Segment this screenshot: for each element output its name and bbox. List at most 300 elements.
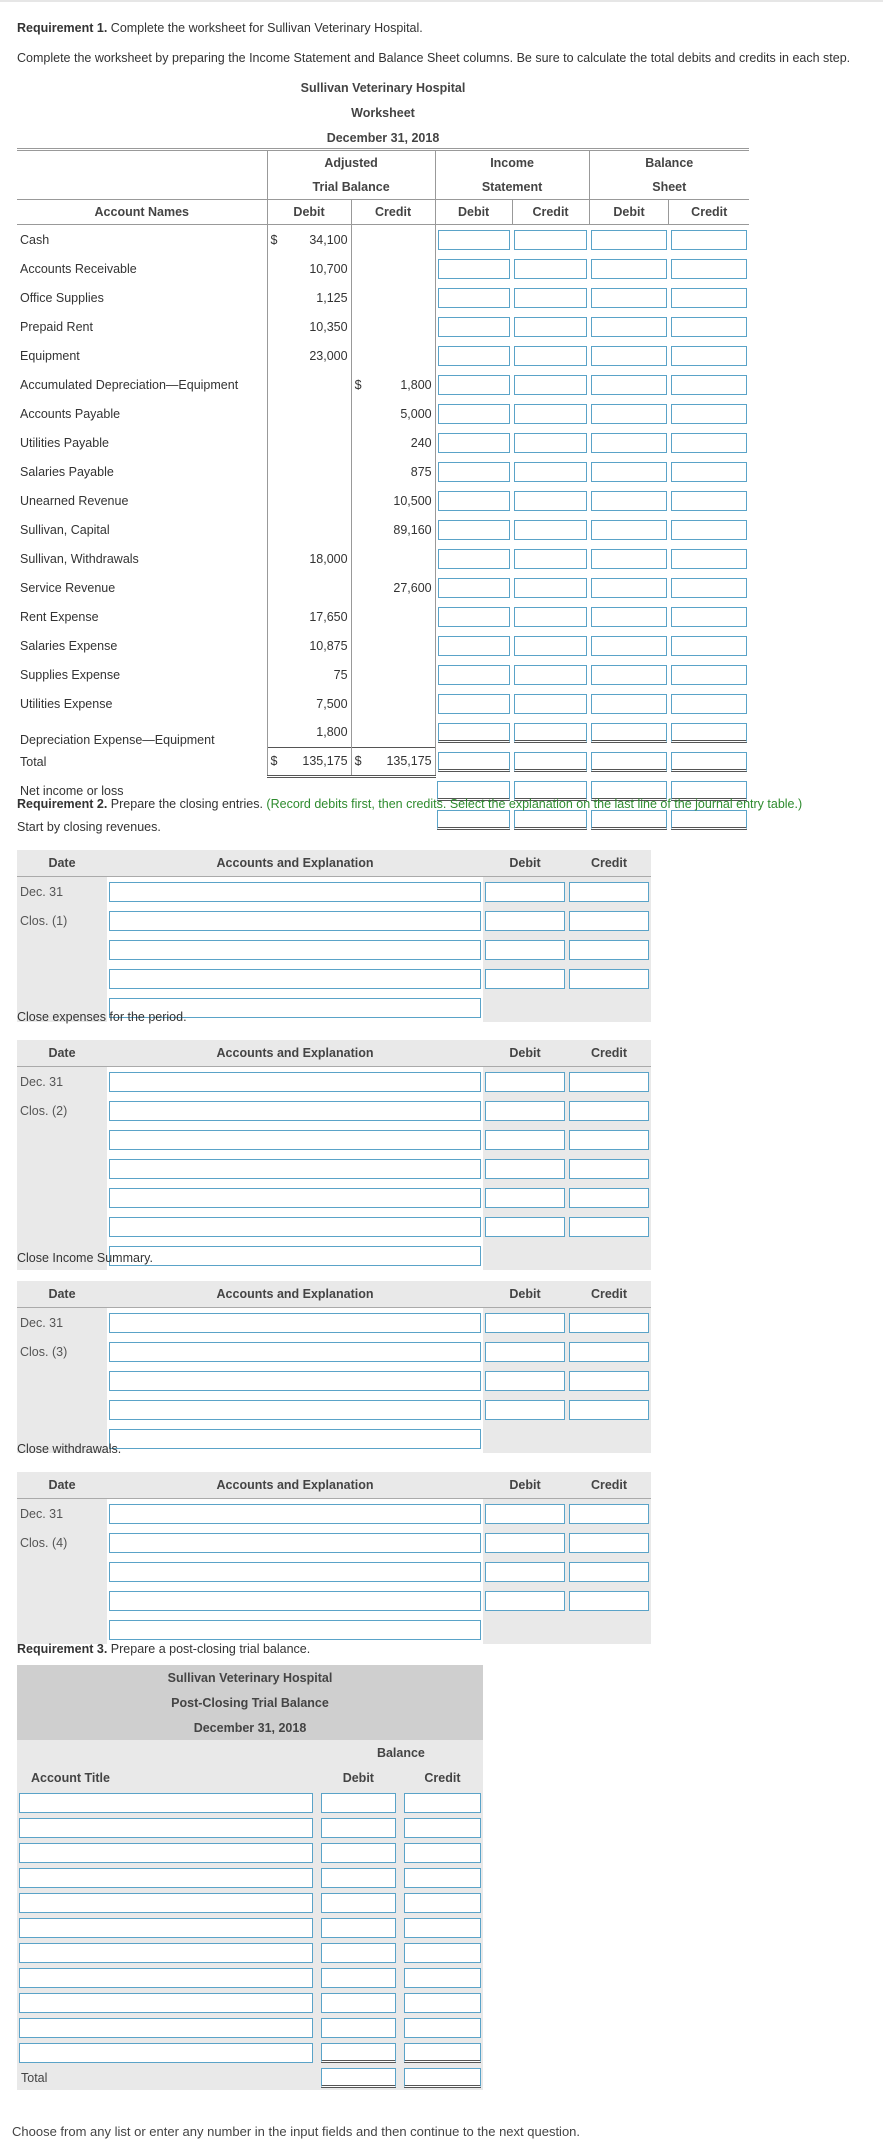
balance-credit-input[interactable] [671,723,747,743]
balance-debit-input[interactable] [591,491,667,511]
journal-debit-input[interactable] [485,969,565,989]
journal-line [17,1557,651,1586]
balance-debit-input-cell [589,544,669,573]
adjusted-debit-value: 10,875 [280,631,351,660]
journal-credit-input[interactable] [569,1533,649,1553]
worksheet-table [17,148,749,834]
income-credit-input-cell [512,225,589,255]
adjusted-credit-value: 10,500 [364,486,435,515]
journal-account-input[interactable] [109,882,481,902]
journal-debit-header: Debit [483,1281,567,1308]
adjusted-header-2: Trial Balance [267,175,435,200]
journal-date: Dec. 31 [17,1499,107,1529]
income-credit-input[interactable] [514,375,587,395]
worksheet-date: December 31, 2018 [326,131,440,145]
journal-date-header: Date [17,1472,107,1499]
journal-date-header: Date [17,1281,107,1308]
balance-debit-input[interactable] [591,404,667,424]
journal-intro: Close Income Summary. [17,1251,153,1265]
journal-credit-input[interactable] [569,1562,649,1582]
income-debit-input[interactable] [438,491,510,511]
journal-account-input[interactable] [109,1533,481,1553]
journal-account-input[interactable] [109,911,481,931]
balance-debit-input[interactable] [591,694,667,714]
adjusted-debit-value: 34,100 [280,225,351,255]
balance-debit-input-cell [589,225,669,255]
currency-symbol [267,689,280,718]
income-credit-input[interactable] [514,607,587,627]
post-closing-account-input[interactable] [19,1993,313,2013]
worksheet-row [17,573,749,602]
balance-credit-input[interactable] [671,607,747,627]
income-credit-input[interactable] [514,317,587,337]
journal-credit-input[interactable] [569,1130,649,1150]
journal-account-input[interactable] [109,1591,481,1611]
post-closing-row [17,1965,483,1990]
account-name: Office Supplies [20,290,104,305]
income-debit-input[interactable] [438,404,510,424]
income-debit-input-cell [435,370,512,399]
journal-intro: Close withdrawals. [17,1442,122,1456]
journal-credit-input[interactable] [569,1188,649,1208]
adjusted-credit-value: 875 [364,457,435,486]
post-closing-debit-input[interactable] [321,1843,396,1863]
post-closing-debit-input[interactable] [321,1868,396,1888]
journal-blank [17,935,107,964]
post-closing-row [17,1890,483,1915]
requirement-2 [17,797,802,811]
journal-credit-input[interactable] [569,1159,649,1179]
post-closing-credit-input[interactable] [404,1868,481,1888]
journal-line [17,1212,651,1241]
worksheet-row [17,718,749,747]
income-credit-input-cell [512,689,589,718]
balance-credit-input[interactable] [671,288,747,308]
journal-credit-input[interactable] [569,882,649,902]
balance-credit-input[interactable] [671,433,747,453]
post-closing-row [17,1990,483,2015]
income-credit-total[interactable] [514,752,587,772]
adjusted-debit-value [280,573,351,602]
journal-debit-input[interactable] [485,1313,565,1333]
post-closing-debit-input[interactable] [321,2043,396,2063]
post-closing-balance-header: Balance [319,1740,483,1765]
journal-credit-input[interactable] [569,940,649,960]
post-closing-account-input[interactable] [19,1868,313,1888]
journal-account-input[interactable] [109,1130,481,1150]
balance-debit-header: Debit [589,200,669,225]
worksheet-total-row [17,747,749,776]
adjusted-debit-value [280,370,351,399]
final-balance-credit[interactable] [671,810,747,830]
balance-debit-input[interactable] [591,723,667,743]
journal-debit-input[interactable] [485,1400,565,1420]
journal-debit-input[interactable] [485,1217,565,1237]
journal-table [17,1040,651,1270]
balance-credit-input[interactable] [671,462,747,482]
income-debit-input-cell [435,660,512,689]
currency-symbol [267,631,280,660]
post-closing-credit-input[interactable] [404,1943,481,1963]
income-credit-input[interactable] [514,549,587,569]
journal-debit-input[interactable] [485,1159,565,1179]
income-debit-input[interactable] [438,694,510,714]
adjusted-debit-value: 1,125 [280,283,351,312]
post-closing-credit-input[interactable] [404,2018,481,2038]
journal-credit-input[interactable] [569,1072,649,1092]
post-closing-account-input[interactable] [19,1943,313,1963]
journal-debit-input[interactable] [485,1591,565,1611]
worksheet-title: Worksheet [351,106,415,120]
post-closing-credit-input[interactable] [404,1818,481,1838]
journal-credit-input[interactable] [569,1371,649,1391]
worksheet-company: Sullivan Veterinary Hospital [300,81,466,95]
journal-account-input[interactable] [109,969,481,989]
journal-ref: Clos. (1) [17,906,107,935]
post-closing-account-input[interactable] [19,1893,313,1913]
post-closing-date: December 31, 2018 [17,1715,483,1740]
journal-debit-input[interactable] [485,1371,565,1391]
account-name: Salaries Payable [20,464,114,479]
balance-debit-input[interactable] [591,578,667,598]
currency-symbol: $ [354,377,362,392]
post-closing-account-input[interactable] [19,1793,313,1813]
requirement-1-label: Requirement 1. [17,21,108,35]
balance-debit-input[interactable] [591,259,667,279]
journal-line [17,1395,651,1424]
adjusted-debit-value: 10,350 [280,312,351,341]
post-closing-total-credit[interactable] [404,2068,481,2088]
journal-blank [17,1154,107,1183]
account-name: Unearned Revenue [20,493,129,508]
income-debit-input-cell [435,283,512,312]
balance-credit-input[interactable] [671,694,747,714]
post-closing-account-input[interactable] [19,1918,313,1938]
balance-credit-input[interactable] [671,230,747,250]
income-debit-input[interactable] [438,317,510,337]
account-name: Accumulated Depreciation—Equipment [20,377,239,392]
balance-credit-total-cell [669,747,749,776]
balance-credit-input[interactable] [671,317,747,337]
balance-credit-total[interactable] [671,752,747,772]
journal-account-input[interactable] [109,940,481,960]
journal-debit-input[interactable] [485,1188,565,1208]
journal-account-header: Accounts and Explanation [107,1472,483,1499]
journal-line [17,1366,651,1395]
footer-instruction: Choose from any list or enter any number in the input fields and then continue to the next question. [12,2124,581,2139]
journal-blank [17,1212,107,1241]
income-credit-input[interactable] [514,665,587,685]
balance-credit-input-cell [669,370,749,399]
balance-debit-input[interactable] [591,520,667,540]
post-closing-row [17,1915,483,1940]
journal-line [17,1096,651,1125]
journal-debit-input[interactable] [485,882,565,902]
balance-debit-input[interactable] [591,317,667,337]
journal-credit-input[interactable] [569,911,649,931]
journal-debit-input[interactable] [485,1504,565,1524]
journal-blank [17,1395,107,1424]
requirement-1-instruction: Complete the worksheet by preparing the Income Statement and Balance Sheet columns. Be sure to calculate the total debits and credits in each step. [17,51,851,65]
balance-debit-input-cell [589,689,669,718]
journal-blank [17,964,107,993]
income-credit-input[interactable] [514,491,587,511]
income-debit-input[interactable] [438,230,510,250]
income-debit-input[interactable] [438,375,510,395]
income-credit-input-cell [512,718,589,747]
balance-debit-input[interactable] [591,346,667,366]
balance-debit-total[interactable] [591,752,667,772]
balance-credit-input[interactable] [671,259,747,279]
journal-line [17,1154,651,1183]
journal-credit-input[interactable] [569,969,649,989]
income-credit-input[interactable] [514,636,587,656]
income-debit-total-cell [435,747,512,776]
adjusted-credit-value [364,689,435,718]
post-closing-credit-input[interactable] [404,1793,481,1813]
journal-account-input[interactable] [109,1101,481,1121]
post-closing-company: Sullivan Veterinary Hospital [17,1665,483,1690]
balance-credit-input[interactable] [671,491,747,511]
journal-credit-input[interactable] [569,1591,649,1611]
income-debit-input[interactable] [438,723,510,743]
post-closing-credit-input[interactable] [404,1843,481,1863]
balance-debit-input[interactable] [591,636,667,656]
income-debit-input[interactable] [438,665,510,685]
journal-account-header: Accounts and Explanation [107,1040,483,1067]
income-credit-input[interactable] [514,462,587,482]
income-credit-input-cell [512,544,589,573]
journal-explanation-input[interactable] [109,1620,481,1640]
adjusted-debit-value [280,457,351,486]
post-closing-credit-input[interactable] [404,1918,481,1938]
post-closing-account-input[interactable] [19,1843,313,1863]
journal-debit-header: Debit [483,1472,567,1499]
worksheet-row [17,370,749,399]
journal-debit-input[interactable] [485,1562,565,1582]
income-debit-input[interactable] [438,520,510,540]
journal-blank [17,1125,107,1154]
journal-debit-input[interactable] [485,1072,565,1092]
income-debit-input[interactable] [438,549,510,569]
balance-credit-input-cell [669,341,749,370]
post-closing-account-input[interactable] [19,2018,313,2038]
journal-account-input[interactable] [109,1217,481,1237]
post-closing-debit-input[interactable] [321,1918,396,1938]
journal-account-input[interactable] [109,1400,481,1420]
account-name: Cash [20,232,50,247]
journal-debit-input[interactable] [485,1101,565,1121]
final-income-debit[interactable] [437,810,510,830]
journal-account-input[interactable] [109,1504,481,1524]
balance-debit-total-cell [589,747,669,776]
post-closing-account-input[interactable] [19,1968,313,1988]
income-credit-input[interactable] [514,346,587,366]
requirement-3-text: Prepare a post-closing trial balance. [107,1642,311,1656]
journal-credit-input[interactable] [569,1342,649,1362]
income-debit-input[interactable] [438,636,510,656]
income-debit-input[interactable] [438,346,510,366]
post-closing-account-input[interactable] [19,1818,313,1838]
account-name: Prepaid Rent [20,319,93,334]
post-closing-credit-input[interactable] [404,2043,481,2063]
balance-credit-input-cell [669,457,749,486]
requirement-2-note: (Record debits first, then credits. Select the explanation on the last line of the journal entry table.) [262,797,803,811]
currency-symbol [267,515,280,544]
journal-credit-input[interactable] [569,1504,649,1524]
journal-account-input[interactable] [109,1371,481,1391]
income-debit-total[interactable] [438,752,510,772]
post-closing-debit-input[interactable] [321,1943,396,1963]
income-credit-input[interactable] [514,288,587,308]
journal-date: Dec. 31 [17,877,107,907]
adjusted-credit-value [364,341,435,370]
balance-debit-input[interactable] [591,549,667,569]
currency-symbol [351,341,364,370]
journal-credit-input[interactable] [569,1217,649,1237]
income-header-1: Income [435,150,589,176]
journal-account-input[interactable] [109,1562,481,1582]
balance-credit-input[interactable] [671,404,747,424]
journal-account-input[interactable] [109,1188,481,1208]
post-closing-total-label: Total [17,2065,315,2090]
post-closing-debit-input[interactable] [321,1793,396,1813]
adjusted-credit-header: Credit [351,200,435,225]
currency-symbol [351,515,364,544]
journal-debit-input[interactable] [485,911,565,931]
balance-credit-input[interactable] [671,375,747,395]
journal-ref: Clos. (3) [17,1337,107,1366]
journal-blank [17,1366,107,1395]
balance-debit-input[interactable] [591,433,667,453]
journal-debit-input[interactable] [485,940,565,960]
journal-account-input[interactable] [109,1072,481,1092]
balance-debit-input[interactable] [591,375,667,395]
income-debit-input[interactable] [438,259,510,279]
adjusted-credit-value [364,544,435,573]
income-credit-input[interactable] [514,433,587,453]
balance-credit-input-cell [669,631,749,660]
journal-line [17,1586,651,1615]
income-debit-input[interactable] [438,462,510,482]
income-debit-input[interactable] [438,578,510,598]
income-credit-input[interactable] [514,694,587,714]
income-credit-input[interactable] [514,520,587,540]
income-debit-input-cell [435,544,512,573]
currency-symbol [267,718,280,747]
balance-debit-input[interactable] [591,665,667,685]
post-closing-account-input[interactable] [19,2043,313,2063]
account-name: Accounts Payable [20,406,121,421]
worksheet-row [17,428,749,457]
balance-debit-input[interactable] [591,288,667,308]
income-credit-input[interactable] [514,404,587,424]
balance-debit-input[interactable] [591,607,667,627]
income-debit-input-cell [435,254,512,283]
balance-debit-input[interactable] [591,462,667,482]
post-closing-debit-input[interactable] [321,1968,396,1988]
currency-symbol [351,486,364,515]
journal-debit-input[interactable] [485,1342,565,1362]
journal-date: Dec. 31 [17,1308,107,1338]
balance-credit-input[interactable] [671,665,747,685]
income-debit-input-cell [435,312,512,341]
post-closing-credit-input[interactable] [404,1968,481,1988]
adjusted-debit-value: 23,000 [280,341,351,370]
balance-credit-input[interactable] [671,578,747,598]
currency-symbol [351,254,364,283]
adjusted-debit-value [280,486,351,515]
post-closing-total-row [17,2065,483,2090]
journal-account-input[interactable] [109,1313,481,1333]
balance-credit-input[interactable] [671,549,747,569]
account-name: Salaries Expense [20,638,118,653]
post-closing-debit-input[interactable] [321,2018,396,2038]
post-closing-credit-input[interactable] [404,1993,481,2013]
journal-credit-input[interactable] [569,1313,649,1333]
journal-account-input[interactable] [109,1159,481,1179]
worksheet-row [17,660,749,689]
adjusted-credit-value [364,602,435,631]
final-income-credit[interactable] [514,810,587,830]
top-divider [0,0,883,2]
post-closing-debit-input[interactable] [321,1993,396,2013]
income-credit-input[interactable] [514,259,587,279]
income-debit-input[interactable] [438,607,510,627]
post-closing-debit-input[interactable] [321,1893,396,1913]
journal-debit-input[interactable] [485,1130,565,1150]
balance-credit-input[interactable] [671,520,747,540]
income-debit-input-cell [435,718,512,747]
income-credit-input[interactable] [514,578,587,598]
post-closing-credit-input[interactable] [404,1893,481,1913]
currency-symbol [267,486,280,515]
adjusted-credit-value [364,660,435,689]
account-name: Utilities Payable [20,435,109,450]
journal-credit-input[interactable] [569,1101,649,1121]
journal-credit-input[interactable] [569,1400,649,1420]
balance-debit-input[interactable] [591,230,667,250]
post-closing-total-debit[interactable] [321,2068,396,2088]
final-balance-debit[interactable] [591,810,667,830]
journal-account-input[interactable] [109,1342,481,1362]
balance-credit-input[interactable] [671,636,747,656]
journal-explanation-input[interactable] [109,1429,481,1449]
income-debit-input-cell [435,225,512,255]
post-closing-debit-input[interactable] [321,1818,396,1838]
balance-credit-input-cell [669,399,749,428]
account-name: Sullivan, Capital [20,522,110,537]
balance-debit-input-cell [589,399,669,428]
adjusted-credit-value: 1,800 [364,370,435,399]
income-credit-input[interactable] [514,230,587,250]
account-name: Equipment [20,348,80,363]
income-credit-input-cell [512,341,589,370]
balance-debit-input-cell [589,573,669,602]
balance-credit-input-cell [669,312,749,341]
balance-credit-input[interactable] [671,346,747,366]
income-credit-input[interactable] [514,723,587,743]
journal-explanation-input[interactable] [109,1246,481,1266]
income-debit-input[interactable] [438,433,510,453]
income-debit-input[interactable] [438,288,510,308]
income-credit-input-cell [512,573,589,602]
income-credit-input-cell [512,370,589,399]
account-name: Utilities Expense [20,696,113,711]
journal-debit-input[interactable] [485,1533,565,1553]
balance-debit-input-cell [589,718,669,747]
income-credit-input-cell [512,312,589,341]
